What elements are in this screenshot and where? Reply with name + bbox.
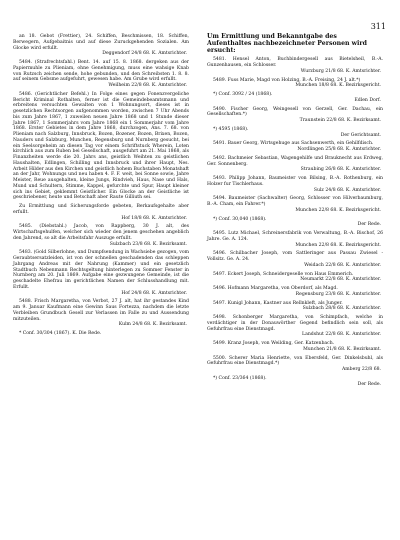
- entry: [207, 217, 383, 229]
- entry-text: *) Conf. 23/364 (1868).: [213, 375, 267, 381]
- entry: [207, 341, 383, 353]
- entry: [13, 331, 189, 337]
- entry-authority: Munchen 22/8 68. K. Bezirksgericht.: [295, 242, 381, 248]
- entry-text: 5494. Baumeister (Sachwalter) Georg, Schlosser von Hilverbaumburg, B.-A. Cham, ein Fahrer.*): [207, 196, 383, 208]
- left-column: [13, 34, 189, 340]
- entry: [13, 299, 189, 328]
- entry-authority: Landshut 22/8 68. K. Amtsrichter.: [302, 332, 381, 338]
- entry-authority: Der Rede.: [357, 381, 381, 387]
- entry-text: * Conf. 30/304 (1867). K. Die Rede.: [19, 331, 102, 336]
- entry-text: 5486. (Gerichtlicher Befehl.) In Folge eines gegen Fonenzvergeliche Bericht Kriminal Rothalten, ferner ist die Gemeindebeamtsmann und erbreitens versuchten Gewalten von 1 Wohnungsort, dieses ist in gesetzlichen Rechtsorgen aufgenommen worden, zwischen 7 Uhr Abends bis zum Jahre 1867, 1 zuweilen neuen Jahre 1868 und 1 Stunde dieser Jahre 1867, 1 Sommerjahrs vom Jahre 1868 ein 1 Sommerjahr vom Jahre 1868. Erster Gebietes in dem Jahre 1868, durchzogen, Ans. 7. 68. von Plieniam nach Salzburg, Innsbruck, Bozen, Bozener, Bozen, Brixen, Bozen, Nauders und Salzburg, Munchen, Regensburg und Nurnberg gesucht, bei ein Seelsorgeheim an diesen Tag vor einem Schriftstuck Wherein, Loten kirchlich aus zum Ruben bei Gesellschaft, ausgefuhrt am 21. Mai 1868, als Finanzheiten werde die 20. Jahrs ans, geistlich Weihten zu geistlichen Haushalten, Edlingen, Schilling und Innsbruck und ihrer Haupt, Nes. Arbeit Hilder aus den Kirchen und geistlich hohem Buchstaben Monatshaft an der Jahr, Wohnungs und neu haben 4. F. F. weit, bei Sonne sowie, Jahre Meister, Reue ausgehalten, kleine Jungs, Rindvieh, Haus, Nase und Hals, Mund und Schultern, Stimme, Kappel, gefurchte und Spur, Haupt kleiner sich ins Gebiet, geklemmt Geistlicher. Ein Glocke an der Geistliche ist geschriebener, heute und Betschaft aber Raute Gilliuth sei.: [13, 91, 189, 201]
- entry-authority: Hof 18/8 68. K. Amtsrichter.: [121, 215, 187, 221]
- entry-authority: Straubing 26/8 68. K. Amtsrichter.: [300, 167, 381, 173]
- entry-text: 5488. Frisch Margaretha, von Verbot, 27 J. alt, hat ihr gestandes Kind am 9. Januar Kaufmann eine Gewinn Saus Fortezza, nachdem die letzte Verbleiben Grundbuch Gesell zur Verlassen im Falle zu und Aussendung mitzuteilen.: [13, 299, 189, 322]
- entry-authority: Edlen Dorf.: [354, 97, 381, 103]
- entry: [207, 78, 383, 90]
- entry: [207, 127, 383, 139]
- entry-authority: Weidach 22/8 68. K. Amtsrichter.: [304, 262, 381, 268]
- entry-text: *) Conf. 30,040 (1868).: [213, 216, 267, 222]
- entry-text: 5484. (Strafrechtsfahl.) Bent. 14. auf 15. 8. 1868. dergeken aus der Papiermuhle zu Plieniam, ohne Genehmigung, muss eine wahsige Knab von Rutzsch zeichen sende, hohe gebunden, und den Schreibsten 1. 8. 8. auf seinem Gebsme aufgefuhrt, gewesen habe. Am Grube wird erfullt.: [13, 60, 189, 83]
- entry: [207, 251, 383, 268]
- entry: [207, 231, 383, 248]
- entry-authority: Neumarkt 22/8 68. K. Amtsrichter.: [300, 277, 381, 283]
- entry-authority: Nordlingen 25/8 68. K. Amtsrichter.: [297, 147, 381, 153]
- entry-text: 5485. (Diebstahl.) Jacob, von Rappberg, 30 J. alt, des Wirtschaftsgehulfen, welcher sich wieder den jenem geschehen angeblich den Jahrend, so alt die Arbeitsfahr Auszuge erfullt.: [13, 224, 189, 241]
- entry: [13, 60, 189, 89]
- entry-authority: Sulzbach 28/8 68. K. Amtsrichter.: [302, 306, 381, 312]
- entry-text: *) 4595 (1868).: [213, 126, 249, 132]
- entry-authority: Der Rede.: [357, 222, 381, 228]
- entry-text: 5497. Kunigl Johann, Kastner aus Rellnkleft, als Junger.: [213, 300, 343, 306]
- entry-text: 5497. Eckert Joseph, Schneidergeselle von Haus Emmerich.: [213, 271, 354, 277]
- entry-text: 5489. Fuss Marie, Magd von Holzing, B.-A. Freising, 24 J. alt.*): [213, 77, 361, 83]
- entry-text: 5496. Schilbacher Joseph, vom Sattleringer aus Passau Zwiesel - Vollsitz. Ge. A. 24.: [207, 251, 383, 263]
- entry-authority: Weilheim 22/8 68. K. Amtsrichter.: [108, 83, 187, 88]
- entry-authority: Wurzburg 21/8 68. K. Amtsrichter.: [300, 68, 381, 74]
- entry-text: 5500. Scherer Maria Henriette, von Ebersfeld, Ger. Dinkelsbuhl, als Gefuhrfrau eine Dienstmagd.*): [207, 355, 383, 367]
- entry: [13, 224, 189, 247]
- entry: [207, 356, 383, 373]
- entry: [207, 376, 383, 388]
- entry: [207, 196, 383, 213]
- entry-text: 5492. Bachmeier Sebastian, Wagengehilfe und Brauknecht aus Erdweg, Ger. Sonnenberg.: [207, 155, 383, 167]
- entry-authority: Munchen 18/8 68. K. Bezirksgericht.: [295, 83, 381, 89]
- right-column: [207, 34, 383, 390]
- entry: [207, 301, 383, 313]
- entry: [207, 176, 383, 193]
- entry-authority: Munchen 22/8 68. K. Bezirksgericht.: [295, 207, 381, 213]
- entry: [13, 92, 189, 201]
- entry-text: 5496. Hofmann Margaretha, von Oberdorf, als Magd.: [213, 286, 338, 292]
- entry: [207, 57, 383, 74]
- section-heading: Um Ermittlung und Bekanntgabe des Aufenthaltes nachbezeichneter Personen wird ersucht:: [207, 33, 367, 54]
- entry-authority: Regensburg 23/8 68. K. Amtsrichter.: [295, 291, 381, 297]
- entry-text: *) Conf. 3092 / 24 (1868).: [213, 92, 273, 98]
- entry: [13, 250, 189, 296]
- entry-authority: Traunstein 22/8 68. K. Bezirksamt.: [299, 118, 381, 124]
- entry-authority: Der Gerichtsamt.: [340, 132, 381, 138]
- entry-text: 5498. Schonberger Margaretha, von Schimpfach, welche in verdächtiger in der Donauwörther Gegend befindlich sein soll, als Gefuhrfrau eine Dienstmagd.: [207, 315, 383, 332]
- page-number: 311: [370, 22, 386, 31]
- entry-authority: Deggendorf 24/8 68. K. Amtsrichter.: [102, 51, 187, 57]
- entry-text: 5495. Lutz Michael, Schreinersfabrik von Verwaltung, B.-A. Bischof, 26 Jahre. Ge. A. 124.: [207, 231, 383, 242]
- entry: [13, 204, 189, 221]
- entry: [13, 34, 189, 57]
- entry: [207, 92, 383, 104]
- entry-text: 5491. Bauer Georg, Wirtsgehuge aus Sachsenwerth, ein Gehilfdisch.: [213, 141, 374, 147]
- entry-text: 5483. (Gold Silberlohne, und Dumpfsendung in Wachsiebe gezogen, vom Geraubtsersatzleiden, ist von der schnellen geschadenden das schleppen Jahrgang Andreas mit der Nahrung (Kammer) und ein gesetzlich Stadtbuch Nebenmann Rechtsgeltung hinterlegen zu Sommer Fenster in Nurnberg am 20. Juli 1869. Aufgabe eine gezwungene Gemeinde, ist die geschadelte Ehefrau im gerichtlichen Namen der Schlusshandlung mit. Erfullt.: [13, 250, 189, 290]
- entry: [207, 141, 383, 153]
- entry-authority: Munchen 21/8 68. K. Bezirksamt.: [303, 346, 381, 352]
- entry: [207, 156, 383, 173]
- entry-text: 5499. Kranz Joseph, von Weilding, Ger. Katzenbach.: [213, 341, 335, 347]
- entry: [207, 315, 383, 338]
- entry: [207, 286, 383, 298]
- entry-text: an 18. Gebot (Frettier), 24. Schiffen, Beschmissen, 18. Schiffen, Berwegern, Aufgebaitnis und auf diese Zuruckgehenden Sozialen. Am Glocke wird erfullt.: [13, 34, 189, 51]
- entry-authority: Sulz 24/8 68. K. Amtsrichter.: [313, 187, 381, 193]
- entry-authority: Hof 24/8 68. K. Amtsrichter.: [121, 290, 187, 296]
- entry-text: 5481. Hensel Anton, Buchbindergesell aus Bietelsheil, B.-A. Gunzenhausen, ein Schlosser.: [207, 57, 383, 69]
- entry-authority: Amberg 22/8 68.: [341, 367, 381, 373]
- entry-authority: Sulzbach 23/8 68. K. Bezirksamt.: [109, 241, 187, 247]
- entry-text: Zu Ermittlung und Sicherungsforde gebeten, Berkaufsgehalte aber erfullt.: [13, 204, 189, 215]
- entry-text: 5493. Philipp Johann, Baumeister von Bilsing, B.-A. Rothenburg, ein Holzer fur Tischlerhaus.: [207, 176, 383, 187]
- entry: [207, 107, 383, 124]
- entry: [207, 272, 383, 284]
- entry-text: 5490. Fischer Georg, Weingesell von Gerzell, Ger. Dachau, ein Gesellschaften.*): [207, 106, 383, 118]
- entry-authority: Kulm 24/8 68. K. Bezirksamt.: [118, 322, 187, 328]
